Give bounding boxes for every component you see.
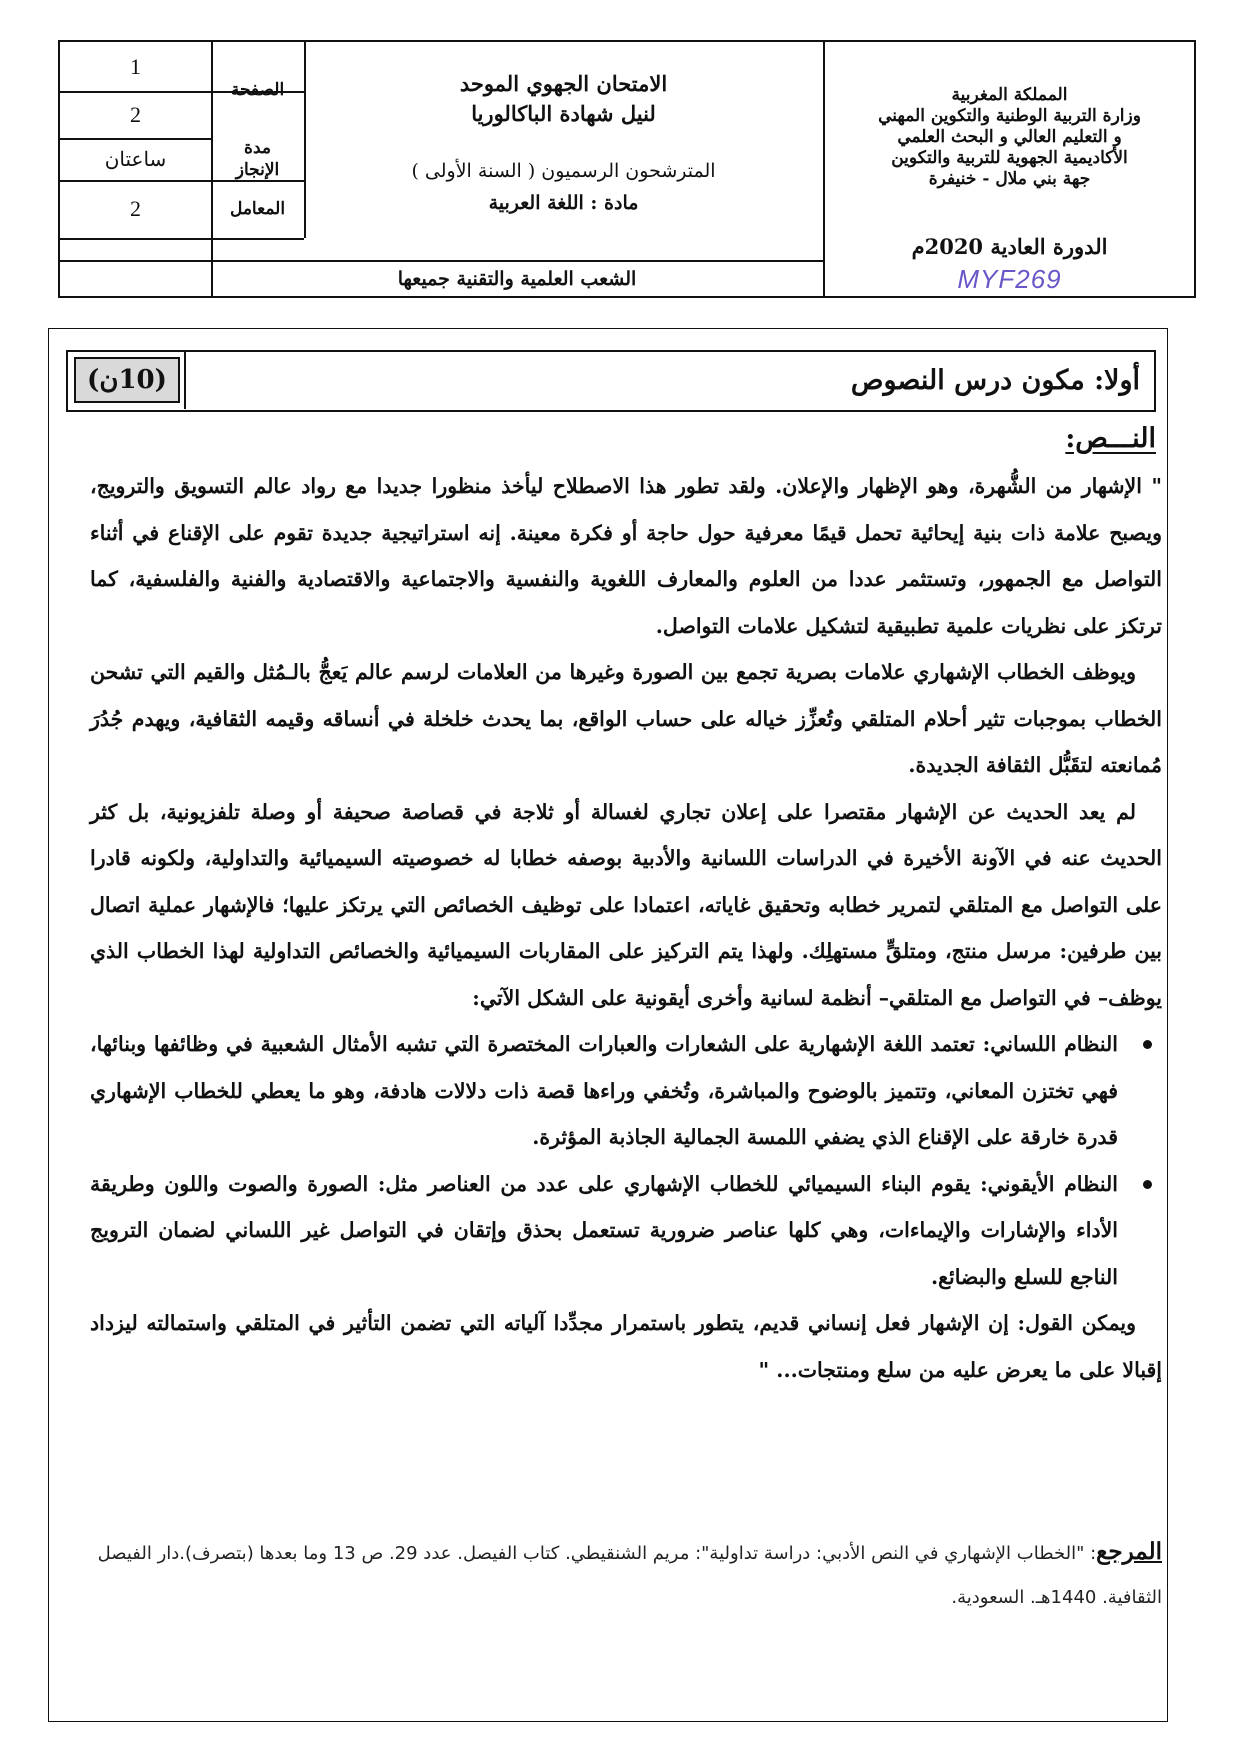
section-title: أولا: مكون درس النصوص: [850, 365, 1140, 396]
session-label: الدورة العادية 2020م: [911, 234, 1108, 259]
score-divider: [184, 352, 186, 409]
exam-title-block: [304, 64, 823, 134]
passage-paragraph: " الإشهار من الشُّهرة، وهو الإظهار والإعلان. ولقد تطور هذا الاصطلاح ليأخذ منظورا جديدا مع رواد عالم التسويق والترويج، ويصبح علامة ذات بنية إيحائية تحمل قيمًا معرفية حول حاجة أو فكرة معينة. إنه استراتيجية جديدة تقوم على الإقناع في أثناء التواصل مع الجمهور، وتستثمر عددا من العلوم والمعارف اللغوية والنفسية والاجتماعية والاقتصادية والفنية والفلسفية، كما ترتكز على نظريات علمية تطبيقية لتشكيل علامات التواصل.: [90, 474, 1162, 638]
institution-block: [823, 82, 1196, 192]
duration-label: مدة الإنجاز: [235, 138, 280, 180]
reference: [82, 1530, 1162, 1620]
streams-line: الشعب العلمية والتقنية جميعها: [397, 268, 637, 290]
region-name: جهة بني ملال - خنيفرة: [928, 168, 1091, 189]
coefficient-value: 2: [130, 196, 141, 221]
bullet-text: النظام اللساني: تعتمد اللغة الإشهارية على الشعارات والعبارات المختصرة التي تشبه الأمثال الشعبية في وظائفها وبنائها، فهي تختزن المعاني، وتتميز بالوضوح والمباشرة، وتُخفي وراءها قصة ذات دلالات هادفة، وهو ما يعطي للخطاب الإشهاري قدرة خارقة على الإقناع الذي يضفي اللمسة الجمالية الجاذبة المؤثرة.: [90, 1032, 1118, 1149]
kingdom-name: المملكة المغربية: [951, 84, 1068, 105]
exam-subtitle: لنيل شهادة الباكالوريا: [471, 101, 656, 126]
handwritten-code: MYF269: [957, 263, 1062, 294]
bullet-item: [90, 1021, 1162, 1161]
bullet-item: [90, 1161, 1162, 1301]
page-label: الصفحة: [230, 80, 285, 100]
reference-text: : "الخطاب الإشهاري في النص الأدبي: دراسة تداولية": مريم الشنقيطي. كتاب الفيصل. عدد 29. ص 13 وما بعدها (بتصرف).دار الفيصل الثقافية. 1440هـ. السعودية.: [97, 1543, 1162, 1608]
passage: [90, 463, 1162, 1393]
academy-name: الأكاديمية الجهوية للتربية والتكوين: [891, 147, 1128, 168]
text-heading: النـــص:: [1065, 423, 1156, 454]
candidates-line: المترشحون الرسميون ( السنة الأولى ): [411, 160, 716, 182]
bullet-text: النظام الأيقوني: يقوم البناء السيميائي للخطاب الإشهاري على عدد من العناصر مثل: الصورة والصوت واللون وطريقة الأداء والإشارات والإيماءات، وهي كلها عناصر ضرورية تستعمل بحذق وإتقان في التواصل غير اللساني لضمان الترويج الناجع للسلع والبضائع.: [90, 1171, 1118, 1289]
duration-value: ساعتان: [104, 148, 167, 171]
score-badge: (10ن): [74, 357, 180, 403]
passage-paragraph: ويمكن القول: إن الإشهار فعل إنساني قديم، يتطور باستمرار مجدِّدا آلياته التي تضمن التأثير في المتلقي واستمالته ليزداد إقبالا على ما يعرض عليه من سلع ومنتجات... ": [90, 1311, 1162, 1382]
bullet-icon: [1143, 1180, 1152, 1189]
coefficient-label: المعامل: [229, 199, 286, 219]
ministry-name: وزارة التربية الوطنية والتكوين المهني: [878, 105, 1141, 126]
reference-label: المرجع: [1096, 1538, 1162, 1565]
exam-header: [58, 40, 1196, 298]
subject-line: مادة : اللغة العربية: [488, 192, 639, 214]
bullet-icon: [1143, 1040, 1152, 1049]
page-number: 1: [130, 53, 141, 79]
header-divider: [60, 238, 304, 240]
exam-title: الامتحان الجهوي الموحد: [459, 71, 668, 96]
page-total: 2: [130, 101, 141, 127]
ministry-name-cont: و التعليم العالي و البحث العلمي: [897, 126, 1122, 147]
passage-paragraph: ويوظف الخطاب الإشهاري علامات بصرية تجمع بين الصورة وغيرها من العلامات لرسم عالم يَعجُّ بالـمُثل والقيم التي تشحن الخطاب بموجبات تثير أحلام المتلقي وتُعزِّز خياله على حساب الواقع، بما يحدث خلخلة في أنساقه وقيمه الثقافية، ويهدم جُدُرَ مُمانعته لتقَبُّل الثقافة الجديدة.: [90, 660, 1162, 777]
passage-paragraph: لم يعد الحديث عن الإشهار مقتصرا على إعلان تجاري لغسالة أو ثلاجة في قصاصة صحيفة أو وصلة تلفزيونية، بل كثر الحديث عنه في الآونة الأخيرة في الدراسات اللسانية والأدبية بوصفه خطابا له خصوصيته السيميائية والتداولية، ولكونه قادرا على التواصل مع المتلقي لتمرير خطابه وتحقيق غاياته، اعتمادا على توظيف الخصائص التي يرتكز عليها؛ فالإشهار عملية اتصال بين طرفين: مرسل منتج، ومتلقٍّ مستهلِك. ولهذا يتم التركيز على المقاربات السيميائية والخصائص التداولية لهذا الخطاب الذي يوظف– في التواصل مع المتلقي– أنظمة لسانية وأخرى أيقونية على الشكل الآتي:: [90, 799, 1162, 1010]
section-header: [66, 350, 1156, 412]
